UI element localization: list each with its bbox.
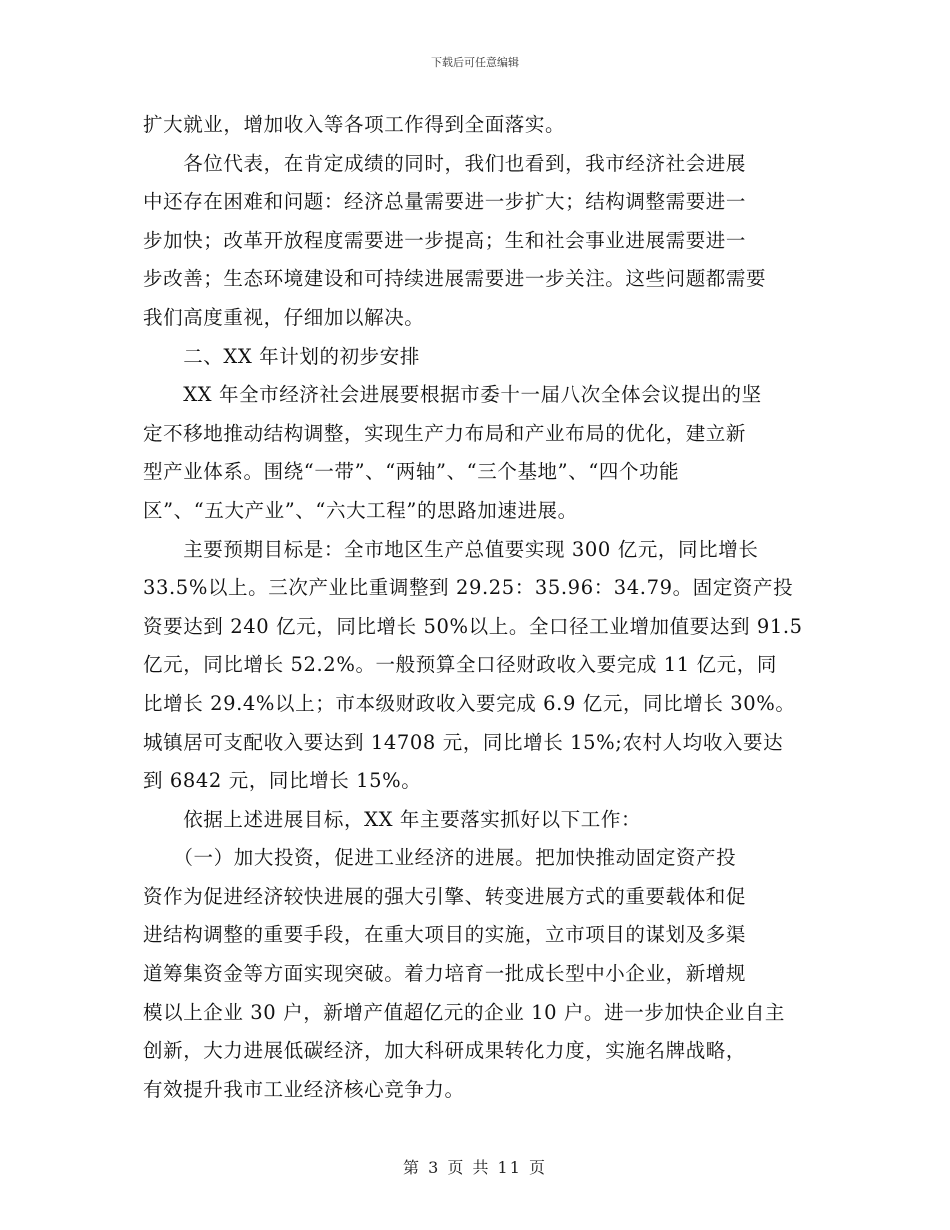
body-line: 步加快；改革开放程度需要进一步提高；生和社会事业进展需要进一: [143, 228, 747, 252]
body-line: （一）加大投资，促进工业经济的进展。把加快推动固定资产投: [143, 846, 737, 870]
body-line: 道筹集资金等方面实现突破。着力培育一批成长型中小企业，新增规: [143, 962, 747, 986]
body-line: 模以上企业 30 户，新增产值超亿元的企业 10 户。进一步加快企业自主: [143, 1000, 786, 1024]
body-line: 进结构调整的重要手段，在重大项目的实施，立市项目的谋划及多渠: [143, 923, 747, 947]
body-line: 有效提升我市工业经济核心竞争力。: [143, 1077, 465, 1101]
body-line: 依据上述进展目标，XX 年主要落实抓好以下工作：: [143, 807, 642, 831]
body-line: 步改善；生态环境建设和可持续进展需要进一步关注。这些问题都需要: [143, 267, 767, 291]
body-line: 各位代表，在肯定成绩的同时，我们也看到，我市经济社会进展: [143, 151, 747, 175]
page-header: 下载后可任意编辑: [431, 56, 519, 69]
body-line: 型产业体系。围绕“一带”、“两轴”、“三个基地”、“四个功能: [143, 460, 680, 484]
body-line: 资要达到 240 亿元，同比增长 50%以上。全口径工业增加值要达到 91.5: [143, 614, 803, 638]
body-line: 亿元，同比增长 52.2%。一般预算全口径财政收入要完成 11 亿元，同: [143, 653, 777, 677]
page-number-footer: 第 3 页 共 11 页: [403, 1158, 547, 1177]
body-line: 比增长 29.4%以上；市本级财政收入要完成 6.9 亿元，同比增长 30%。: [143, 691, 796, 715]
body-line: 区”、“五大产业”、“六大工程”的思路加速进展。: [143, 498, 578, 522]
body-line: 创新，大力进展低碳经济，加大科研成果转化力度，实施名牌战略，: [143, 1039, 747, 1063]
body-line: 资作为促进经济较快进展的强大引擎、转变进展方式的重要载体和促: [143, 884, 747, 908]
body-line: 主要预期目标是：全市地区生产总值要实现 300 亿元，同比增长: [143, 537, 759, 561]
body-line: 城镇居可支配收入要达到 14708 元，同比增长 15%;农村人均收入要达: [143, 730, 784, 754]
body-line: 到 6842 元，同比增长 15%。: [143, 769, 422, 793]
body-line: 我们高度重视，仔细加以解决。: [143, 305, 425, 329]
body-line: 定不移地推动结构调整，实现生产力布局和产业布局的优化，建立新: [143, 421, 747, 445]
section-heading: 二、XX 年计划的初步安排: [143, 344, 420, 368]
body-line: XX 年全市经济社会进展要根据市委十一届八次全体会议提出的坚: [143, 383, 762, 407]
document-body: [143, 106, 807, 1109]
body-line: 33.5%以上。三次产业比重调整到 29.25：35.96：34.79。固定资产投: [143, 576, 794, 600]
body-line: 中还存在困难和问题：经济总量需要进一步扩大；结构调整需要进一: [143, 190, 747, 214]
body-line: 扩大就业，增加收入等各项工作得到全面落实。: [143, 113, 566, 136]
